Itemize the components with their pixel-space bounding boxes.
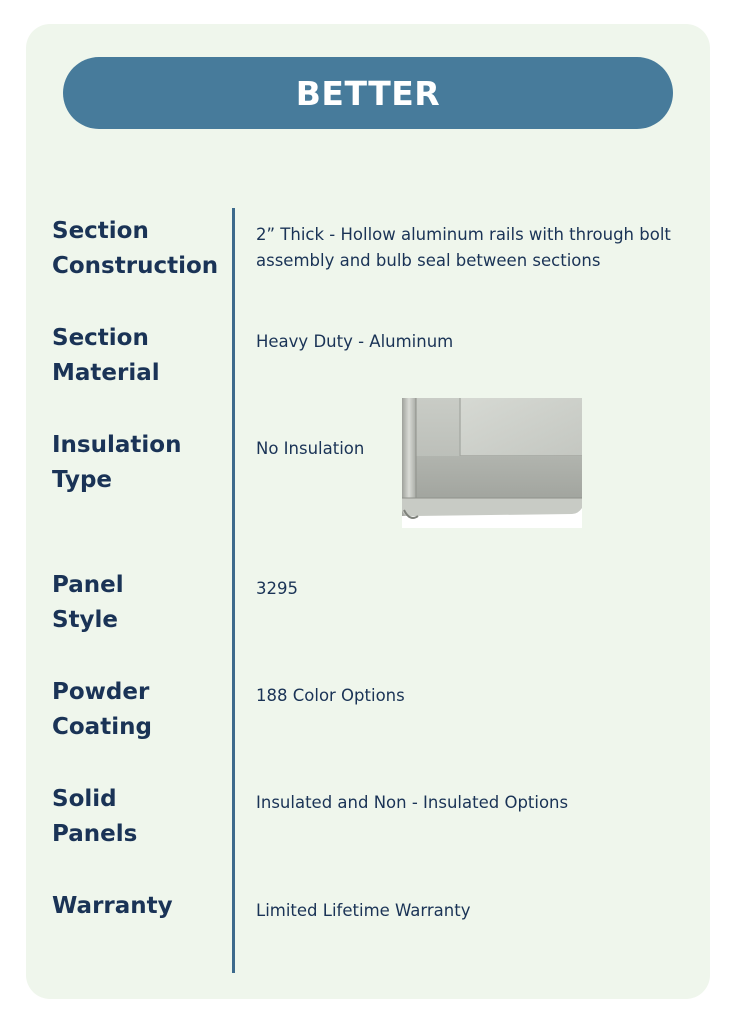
spec-value: No Insulation <box>256 439 365 458</box>
spec-value: 188 Color Options <box>256 686 405 705</box>
spec-label-line2: Construction <box>52 253 219 279</box>
spec-label <box>52 675 227 745</box>
spec-label-line1: Powder <box>52 679 150 705</box>
spec-value: Insulated and Non - Insulated Options <box>256 793 569 812</box>
spec-label-line1: Warranty <box>52 893 173 919</box>
spec-label-line2: Type <box>52 467 113 493</box>
spec-label-line2: Style <box>52 607 119 633</box>
spec-label-line1: Solid <box>52 786 117 812</box>
tier-title: BETTER <box>295 73 441 113</box>
spec-label-line1: Insulation <box>52 432 182 458</box>
spec-label-line2: Material <box>52 360 160 386</box>
door-panel-section-image <box>402 398 582 528</box>
spec-label <box>52 321 227 391</box>
spec-value: Limited Lifetime Warranty <box>256 901 471 920</box>
spec-label <box>52 428 227 498</box>
column-divider <box>232 208 235 973</box>
spec-label <box>52 214 227 284</box>
spec-label <box>52 889 227 924</box>
panel-illustration <box>402 398 582 528</box>
spec-value: Heavy Duty - Aluminum <box>256 332 454 351</box>
spec-label-line2: Coating <box>52 714 152 740</box>
spec-label-line1: Section <box>52 218 149 244</box>
spec-label-line1: Section <box>52 325 149 351</box>
spec-value: 3295 <box>256 579 298 598</box>
spec-label-line1: Panel <box>52 572 124 598</box>
spec-label <box>52 782 227 852</box>
spec-card <box>26 24 710 999</box>
spec-value: 2” Thick - Hollow aluminum rails with through bolt assembly and bulb seal between sections <box>256 225 671 270</box>
tier-header <box>63 57 673 129</box>
spec-label-line2: Panels <box>52 821 138 847</box>
spec-label <box>52 568 227 638</box>
